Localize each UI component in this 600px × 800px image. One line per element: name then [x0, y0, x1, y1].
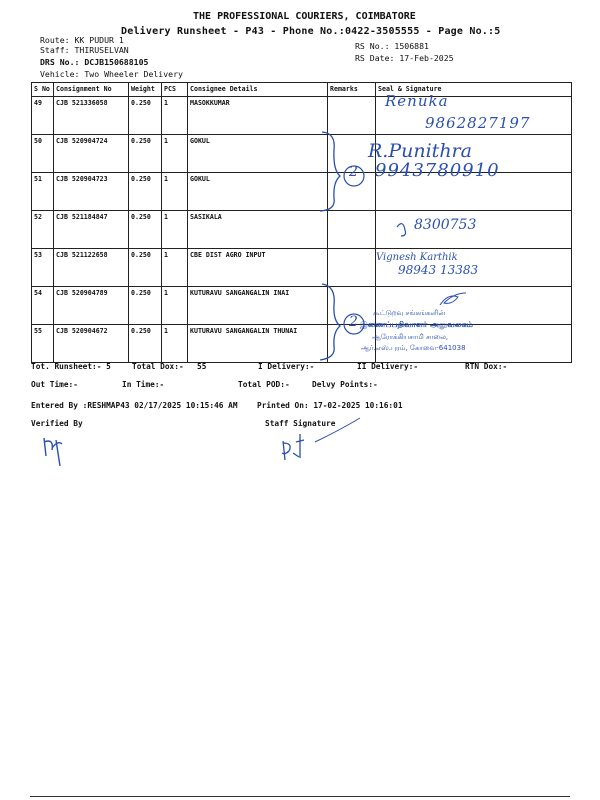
cell-sno: 49 — [32, 97, 54, 135]
vehicle-label: Vehicle: Two Wheeler Delivery — [40, 69, 183, 79]
handwritten-phone-50: 9943780910 — [375, 160, 500, 181]
cell-cno: CJB 520904724 — [54, 135, 129, 173]
cell-sno: 51 — [32, 173, 54, 211]
out-time: Out Time:- — [31, 380, 78, 389]
bottom-rule — [30, 796, 570, 797]
col-consignment: Consignment No — [54, 83, 129, 97]
stamp-signature — [440, 293, 466, 305]
col-pcs: PCS — [162, 83, 188, 97]
cell-pcs: 1 — [162, 325, 188, 363]
cell-weight: 0.250 — [129, 135, 162, 173]
delvy-points: Delvy Points:- — [312, 380, 378, 389]
handwritten-name-49: Renuka — [385, 92, 449, 110]
i-delivery: I Delivery:- — [258, 362, 315, 371]
staff-label: Staff: THIRUSELVAN — [40, 45, 129, 55]
cell-pcs: 1 — [162, 173, 188, 211]
cell-cno: CJB 521336058 — [54, 97, 129, 135]
bracket-rows-50-51 — [320, 132, 340, 211]
handwritten-phone-53: 98943 13383 — [398, 263, 479, 277]
cell-sno: 54 — [32, 287, 54, 325]
cell-consignee: KUTURAVU SANGANGALIN THUNAI — [188, 325, 328, 363]
total-dox-value: 55 — [197, 362, 207, 371]
signature-mark-52 — [397, 224, 406, 236]
company-title: THE PROFESSIONAL COURIERS, COIMBATORE — [193, 11, 416, 22]
cell-pcs: 1 — [162, 211, 188, 249]
cell-pcs: 1 — [162, 287, 188, 325]
cell-pcs: 1 — [162, 135, 188, 173]
col-weight: Weight — [129, 83, 162, 97]
cell-consignee: GOKUL — [188, 135, 328, 173]
cell-weight: 0.250 — [129, 173, 162, 211]
cell-sno: 50 — [32, 135, 54, 173]
drs-label: DRS No.: DCJB150688105 — [40, 57, 149, 67]
col-seal: Seal & Signature — [376, 83, 572, 97]
count-circle-1 — [344, 166, 364, 186]
stamp-line-1: கூட்டுறவு சங்கங்களின் — [373, 309, 446, 317]
cell-weight: 0.250 — [129, 249, 162, 287]
route-label: Route: KK PUDUR 1 — [40, 35, 124, 45]
ii-delivery: II Delivery:- — [357, 362, 419, 371]
cell-weight: 0.250 — [129, 325, 162, 363]
cell-consignee: MASOKKUMAR — [188, 97, 328, 135]
handwritten-name-53: Vignesh Karthik — [376, 252, 458, 263]
verifier-signature — [44, 438, 62, 466]
runsheet-title: Delivery Runsheet - P43 - Phone No.:0422-3505555 - Page No.:5 — [121, 26, 501, 37]
cell-cno: CJB 520904789 — [54, 287, 129, 325]
count-circle-2 — [344, 314, 364, 334]
cell-sno: 52 — [32, 211, 54, 249]
cell-cno: CJB 521122658 — [54, 249, 129, 287]
rs-date-label: RS Date: 17-Feb-2025 — [355, 53, 454, 63]
bracket-rows-54-55 — [320, 284, 340, 360]
cell-pcs: 1 — [162, 249, 188, 287]
col-consignee: Consignee Details — [188, 83, 328, 97]
handwritten-phone-52: 8300753 — [414, 217, 477, 233]
in-time: In Time:- — [122, 380, 165, 389]
col-remarks: Remarks — [328, 83, 376, 97]
tot-runsheet: Tot. Runsheet:- 5 — [31, 362, 111, 371]
col-sno: S No — [32, 83, 54, 97]
cell-pcs: 1 — [162, 97, 188, 135]
verified-by: Verified By — [31, 419, 83, 428]
cell-weight: 0.250 — [129, 97, 162, 135]
entered-by: Entered By :RESHMAP43 02/17/2025 10:15:46 AM — [31, 401, 238, 410]
cell-sno: 55 — [32, 325, 54, 363]
cell-cno: CJB 520904672 — [54, 325, 129, 363]
stamp-line-4: ஆர்.எஸ்.புரம், கோவை-641038 — [361, 344, 466, 352]
cell-consignee: GOKUL — [188, 173, 328, 211]
handwritten-name-50: R.Punithra — [368, 140, 472, 162]
staff-signature-label: Staff Signature — [265, 419, 336, 428]
rtn-dox: RTN Dox:- — [465, 362, 508, 371]
cell-weight: 0.250 — [129, 287, 162, 325]
total-dox-label: Total Dox:- — [132, 362, 184, 371]
stamp-line-2: இணைப்பதிவாளர் அலுவலகம் — [360, 320, 473, 329]
total-pod: Total POD:- — [238, 380, 290, 389]
cell-cno: CJB 521184847 — [54, 211, 129, 249]
cell-consignee: CBE DIST AGRO INPUT — [188, 249, 328, 287]
rs-no-label: RS No.: 1506881 — [355, 41, 429, 51]
staff-signature-ink — [282, 434, 304, 460]
cell-sno: 53 — [32, 249, 54, 287]
handwritten-phone-49: 9862827197 — [425, 114, 531, 132]
cell-consignee: KUTURAVU SANGANGALIN INAI — [188, 287, 328, 325]
cell-weight: 0.250 — [129, 211, 162, 249]
cell-cno: CJB 520904723 — [54, 173, 129, 211]
printed-on: Printed On: 17-02-2025 10:16:01 — [257, 401, 403, 410]
handwritten-count-2: 2 — [349, 314, 358, 330]
cell-consignee: SASIKALA — [188, 211, 328, 249]
handwritten-count-1: 2 — [349, 164, 358, 180]
stamp-line-3: ஆரோக்கியசாமி சாலை, — [372, 333, 449, 341]
